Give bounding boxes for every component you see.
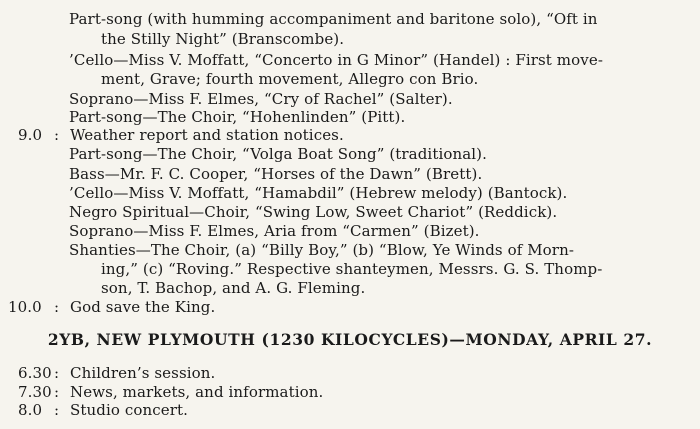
- program-title: News, markets, and information.: [70, 383, 324, 401]
- program-title: God save the King.: [70, 298, 216, 316]
- time-separator: :: [54, 126, 60, 144]
- program-item-line: Bass—Mr. F. C. Cooper, “Horses of the Dawn” (Brett).: [69, 165, 483, 183]
- program-title: Studio concert.: [70, 401, 188, 419]
- time-label: 9.0: [18, 126, 43, 144]
- time-separator: :: [54, 401, 60, 419]
- program-item-line: Shanties—The Choir, (a) “Billy Boy,” (b) “Blow, Ye Winds of Morn-: [69, 241, 575, 259]
- time-label: 6.30: [18, 364, 52, 382]
- station-heading: 2YB, NEW PLYMOUTH (1230 KILOCYCLES)—MONDAY, APRIL 27.: [47, 330, 653, 349]
- time-label: 7.30: [18, 383, 52, 401]
- program-item-line: ment, Grave; fourth movement, Allegro con Brio.: [101, 70, 479, 88]
- time-label: 10.0: [8, 298, 42, 316]
- program-item-line: ’Cello—Miss V. Moffatt, “Hamabdil” (Hebrew melody) (Bantock).: [69, 184, 568, 202]
- time-separator: :: [54, 364, 60, 382]
- program-item-line: Soprano—Miss F. Elmes, Aria from “Carmen” (Bizet).: [69, 222, 480, 240]
- program-item-line: Part-song—The Choir, “Hohenlinden” (Pitt).: [69, 108, 406, 126]
- program-item-line: Part-song—The Choir, “Volga Boat Song” (traditional).: [69, 145, 488, 163]
- program-item-line: Part-song (with humming accompaniment and baritone solo), “Oft in: [69, 10, 598, 28]
- program-title: Weather report and station notices.: [70, 126, 344, 144]
- program-item-line: Soprano—Miss F. Elmes, “Cry of Rachel” (Salter).: [69, 90, 453, 108]
- program-item-line: ’Cello—Miss V. Moffatt, “Concerto in G Minor” (Handel) : First move-: [69, 51, 603, 69]
- program-item-line: Negro Spiritual—Choir, “Swing Low, Sweet Chariot” (Reddick).: [69, 203, 558, 221]
- program-item-line: the Stilly Night” (Branscombe).: [101, 30, 345, 48]
- time-label: 8.0: [18, 401, 43, 419]
- time-separator: :: [54, 298, 60, 316]
- time-separator: :: [54, 383, 60, 401]
- program-item-line: ing,” (c) “Roving.” Respective shanteymen, Messrs. G. S. Thomp-: [101, 260, 603, 278]
- program-item-line: son, T. Bachop, and A. G. Fleming.: [101, 279, 366, 297]
- program-title: Children’s session.: [70, 364, 216, 382]
